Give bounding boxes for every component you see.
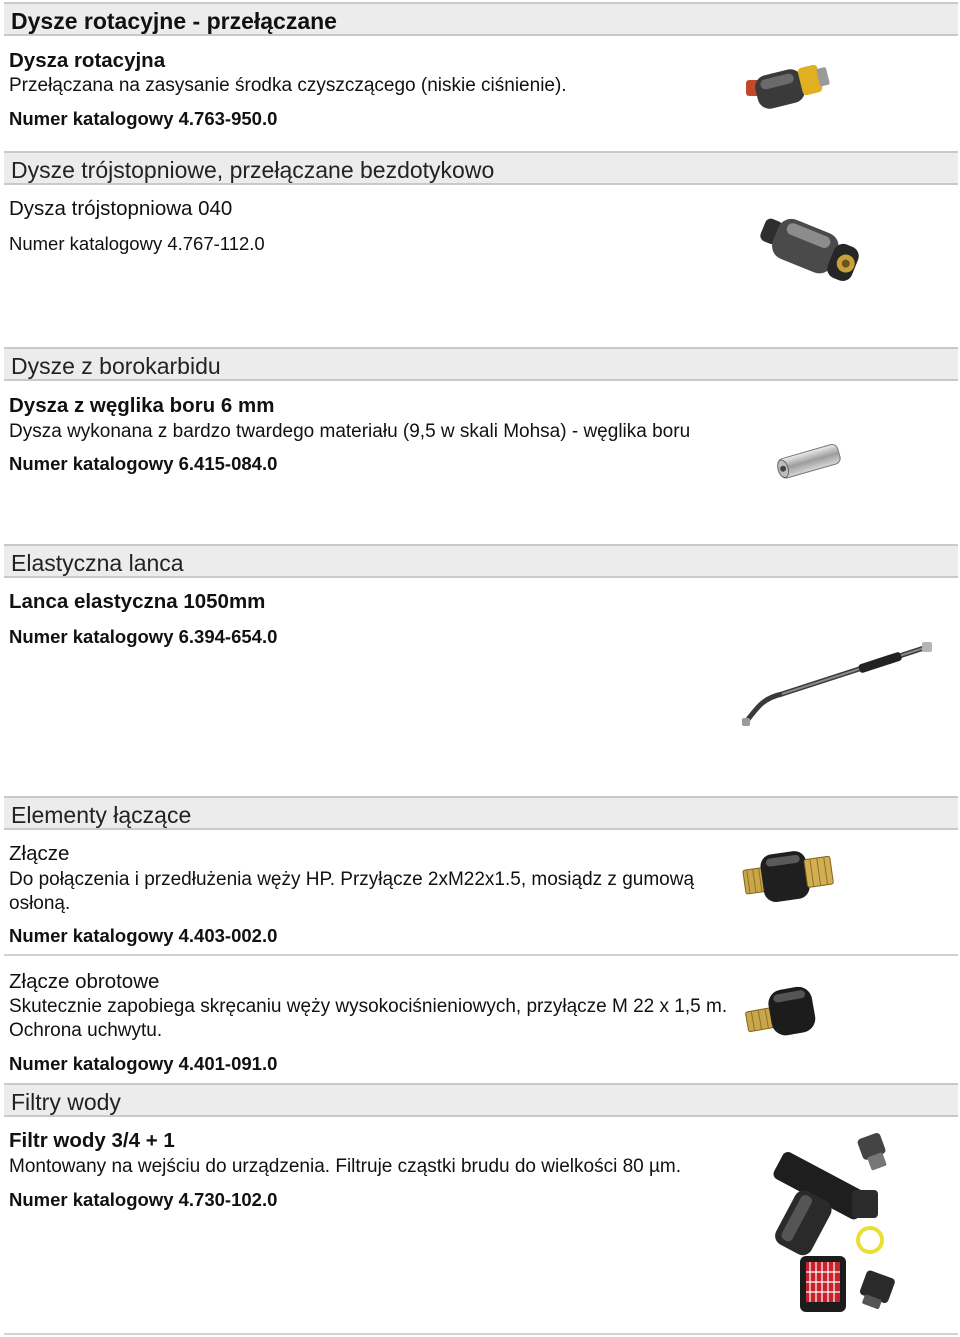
product-title-boron-carbide-nozzle: Dysza z węglika boru 6 mm (9, 394, 275, 417)
catalog-number-swivel-coupling: Numer katalogowy 4.401-091.0 (9, 1053, 278, 1074)
catalog-number-flexible-lance: Numer katalogowy 6.394-654.0 (9, 626, 278, 647)
product-description-swivel-coupling: Skutecznie zapobiega skręcaniu węży wysokociśnieniowych, przyłącze M 22 x 1,5 m. Ochrona uchwytu. (9, 996, 728, 1041)
product-title-flexible-lance: Lanca elastyczna 1050mm (9, 590, 266, 613)
section-header-rotary-nozzles: Dysze rotacyjne - przełączane (4, 2, 958, 36)
bottom-divider (4, 1333, 958, 1335)
catalog-number-coupling: Numer katalogowy 4.403-002.0 (9, 925, 278, 946)
catalog-number-rotary-nozzle: Numer katalogowy 4.763-950.0 (9, 108, 278, 129)
section-header-boron-carbide-nozzles: Dysze z borokarbidu (4, 347, 958, 381)
section-header-flexible-lance: Elastyczna lanca (4, 544, 958, 578)
rotary-nozzle-image (742, 58, 834, 118)
boron-carbide-nozzle-image (770, 434, 850, 488)
product-description-coupling: Do połączenia i przedłużenia węży HP. Przyłącze 2xM22x1.5, mosiądz z gumową osłoną. (9, 869, 695, 914)
product-description-rotary-nozzle: Przełączana na zasysanie środka czyszczącego (niskie ciśnienie). (9, 75, 567, 96)
product-title-swivel-coupling: Złącze obrotowe (9, 970, 160, 993)
water-filter-image (752, 1128, 904, 1324)
item-divider (4, 954, 958, 956)
catalog-number-three-stage-nozzle: Numer katalogowy 4.767-112.0 (9, 233, 265, 254)
catalog-number-water-filter: Numer katalogowy 4.730-102.0 (9, 1189, 278, 1210)
product-description-boron-carbide-nozzle: Dysza wykonana z bardzo twardego materiału (9,5 w skali Mohsa) - węglika boru (9, 421, 691, 442)
flexible-lance-image (738, 636, 938, 730)
section-header-water-filters: Filtry wody (4, 1083, 958, 1117)
section-header-three-stage-nozzles: Dysze trójstopniowe, przełączane bezdotykowo (4, 151, 958, 185)
section-header-connectors: Elementy łączące (4, 796, 958, 830)
catalog-number-boron-carbide-nozzle: Numer katalogowy 6.415-084.0 (9, 453, 278, 474)
product-title-three-stage-nozzle: Dysza trójstopniowa 040 (9, 197, 233, 220)
swivel-coupling-image (744, 984, 818, 1042)
three-stage-nozzle-image (752, 206, 870, 296)
product-title-rotary-nozzle: Dysza rotacyjna (9, 49, 166, 72)
coupling-image (742, 844, 836, 908)
product-title-water-filter: Filtr wody 3/4 + 1 (9, 1129, 175, 1152)
product-title-coupling: Złącze (9, 842, 70, 865)
product-description-water-filter: Montowany na wejściu do urządzenia. Filtruje cząstki brudu do wielkości 80 µm. (9, 1156, 682, 1177)
